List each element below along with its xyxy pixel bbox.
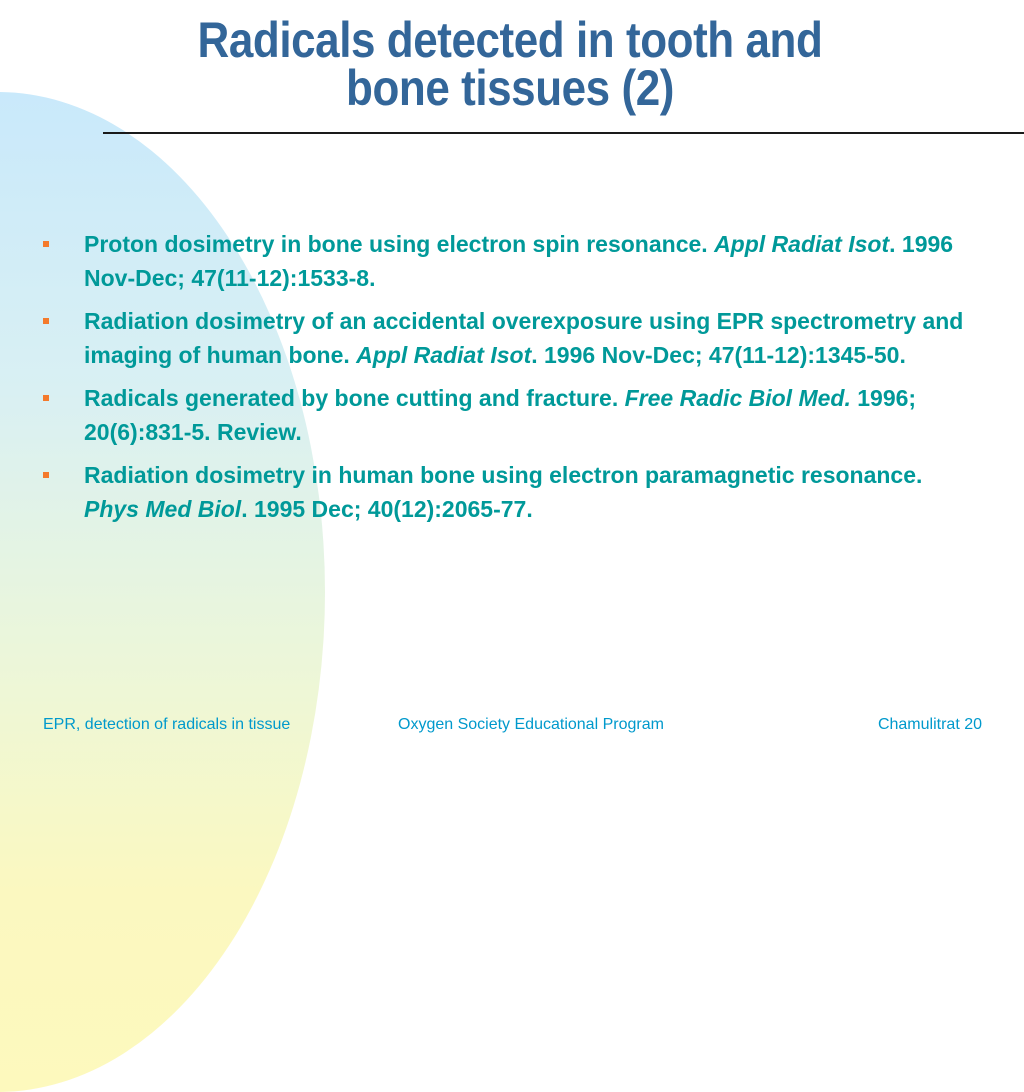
reference-details: . 1995 Dec; 40(12):2065-77. bbox=[241, 496, 533, 522]
reference-item bbox=[43, 227, 983, 295]
title-divider bbox=[103, 132, 1024, 134]
reference-details: 1996; 20(6):831-5. Review. bbox=[84, 385, 917, 445]
reference-item bbox=[43, 304, 983, 372]
square-bullet-icon bbox=[43, 472, 49, 478]
reference-item bbox=[43, 458, 983, 526]
reference-title: Radicals generated by bone cutting and fracture. bbox=[84, 385, 625, 411]
reference-list bbox=[43, 227, 983, 535]
square-bullet-icon bbox=[43, 241, 49, 247]
square-bullet-icon bbox=[43, 318, 49, 324]
reference-title: Radiation dosimetry of an accidental overexposure using EPR spectrometry and imaging of human bone. bbox=[84, 308, 964, 368]
slide-title-line-2: bone tissues (2) bbox=[346, 60, 674, 116]
reference-journal: Free Radic Biol Med. bbox=[624, 385, 851, 411]
reference-journal: Phys Med Biol bbox=[84, 496, 242, 522]
footer-center-text: Oxygen Society Educational Program bbox=[398, 716, 664, 733]
reference-journal: Appl Radiat Isot bbox=[714, 231, 890, 257]
reference-journal: Appl Radiat Isot bbox=[356, 342, 532, 368]
footer-left-text: EPR, detection of radicals in tissue bbox=[43, 716, 291, 733]
reference-title: Radiation dosimetry in human bone using electron paramagnetic resonance. bbox=[84, 462, 923, 488]
slide-title bbox=[149, 12, 871, 116]
square-bullet-icon bbox=[43, 395, 49, 401]
reference-details: . 1996 Nov-Dec; 47(11-12):1345-50. bbox=[531, 342, 906, 368]
reference-details: . 1996 Nov-Dec; 47(11-12):1533-8. bbox=[84, 231, 954, 291]
slide-title-line-1: Radicals detected in tooth and bbox=[197, 12, 823, 68]
footer-right-text: Chamulitrat 20 bbox=[877, 716, 982, 733]
reference-title: Proton dosimetry in bone using electron spin resonance. bbox=[84, 231, 715, 257]
reference-item bbox=[43, 381, 983, 449]
